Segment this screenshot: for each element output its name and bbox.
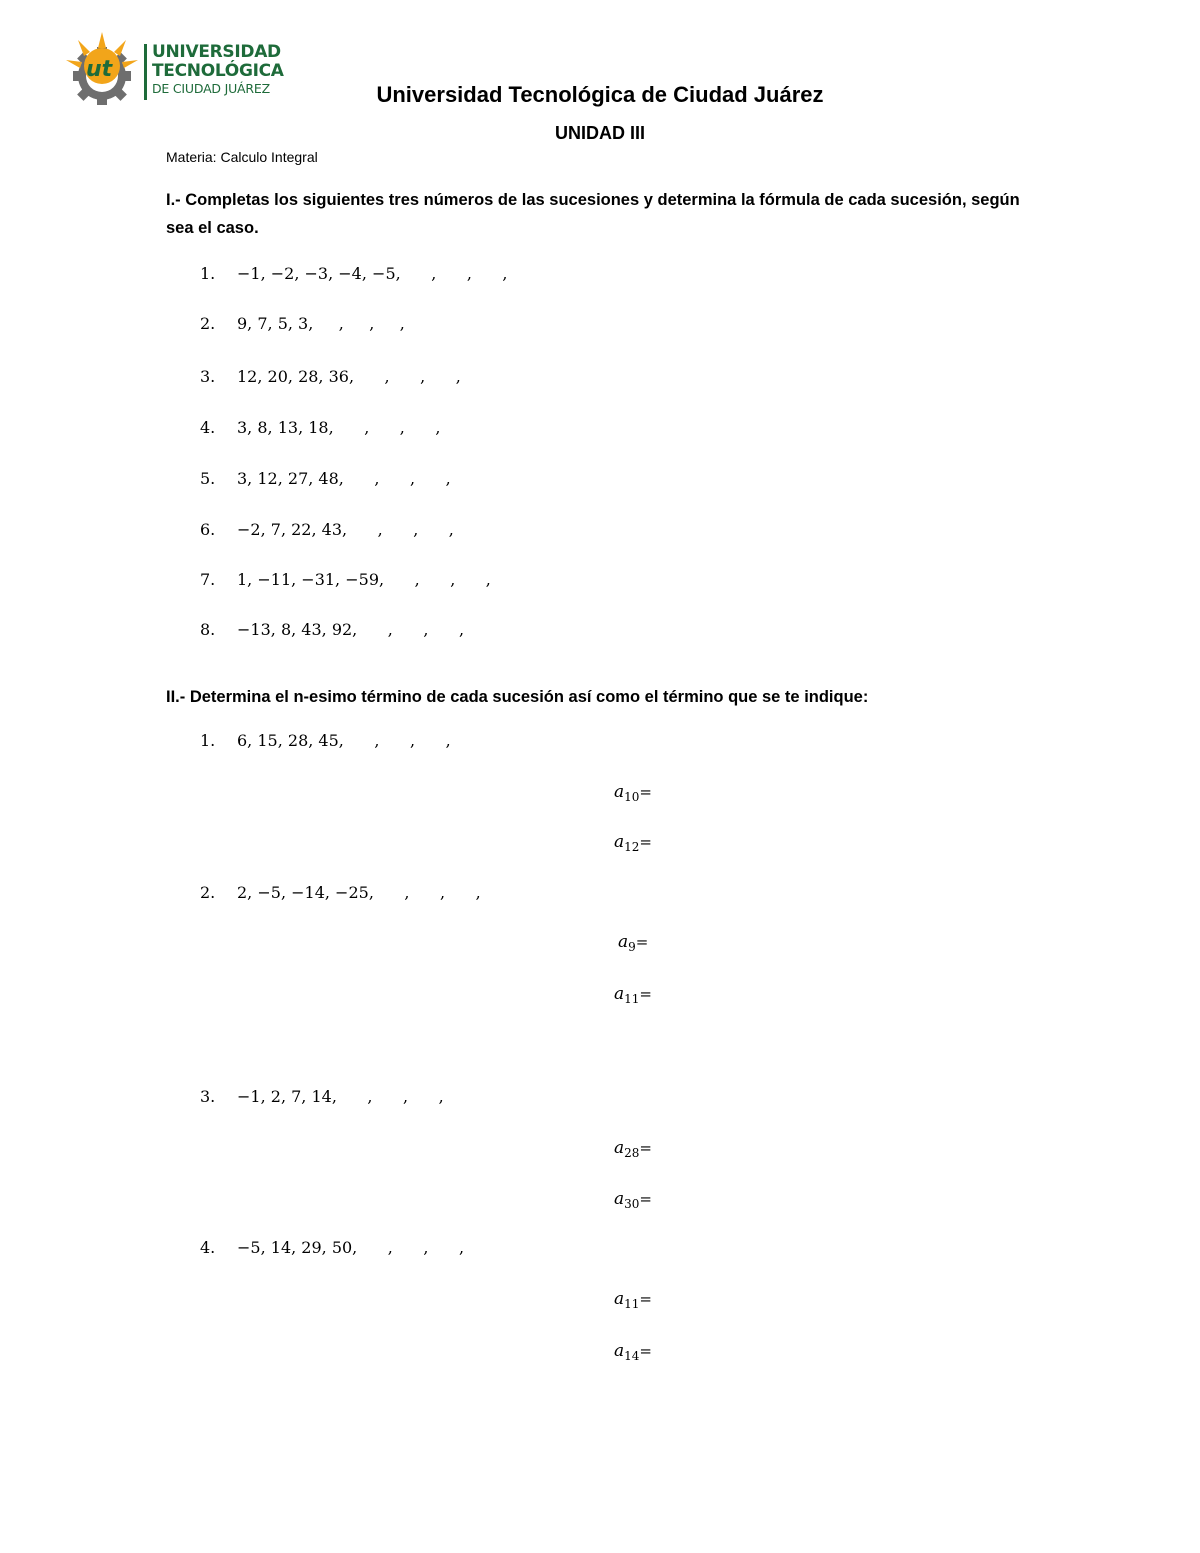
- item-number: 2.: [200, 314, 216, 333]
- term-symbol: a: [618, 932, 629, 952]
- term-symbol: a: [614, 832, 625, 852]
- term-equals: =: [639, 1139, 652, 1157]
- term-symbol: a: [614, 1138, 625, 1158]
- logo-line-3: DE CIUDAD JUÁREZ: [152, 81, 270, 96]
- term-equals: =: [639, 1342, 652, 1360]
- term-index: 14: [624, 1349, 640, 1363]
- sequence-text: −1, 2, 7, 14, , , ,: [237, 1087, 444, 1106]
- sequence-text: 9, 7, 5, 3, , , ,: [237, 314, 405, 333]
- subject-label: Materia: Calculo Integral: [166, 149, 318, 165]
- term-symbol: a: [614, 782, 625, 802]
- term-equals: =: [639, 833, 652, 851]
- requested-term: [614, 782, 652, 802]
- logo-line-1: UNIVERSIDAD: [152, 42, 281, 62]
- term-index: 30: [624, 1197, 640, 1211]
- requested-term: [614, 1341, 652, 1361]
- term-index: 11: [624, 1297, 640, 1311]
- term-symbol: a: [614, 1189, 625, 1209]
- sequence-text: 3, 8, 13, 18, , , ,: [237, 418, 441, 437]
- item-number: 1.: [200, 264, 216, 283]
- sequence-text: 2, −5, −14, −25, , , ,: [237, 883, 481, 902]
- term-symbol: a: [614, 1341, 625, 1361]
- section-1-instruction: I.- Completas los siguientes tres números de las sucesiones y determina la fórmula de cada sucesión, según sea el caso.: [166, 191, 1020, 237]
- requested-term: [614, 1138, 652, 1158]
- requested-term: [614, 984, 652, 1004]
- item-number: 4.: [200, 1238, 216, 1257]
- sequence-text: 6, 15, 28, 45, , , ,: [237, 731, 451, 750]
- item-number: 8.: [200, 620, 216, 639]
- sequence-text: 3, 12, 27, 48, , , ,: [237, 469, 451, 488]
- logo-monogram: ut: [86, 57, 113, 82]
- requested-term: [618, 932, 648, 952]
- term-index: 11: [624, 992, 640, 1006]
- requested-term: [614, 1289, 652, 1309]
- item-number: 3.: [200, 1087, 216, 1106]
- term-equals: =: [639, 1190, 652, 1208]
- item-number: 5.: [200, 469, 216, 488]
- item-number: 2.: [200, 883, 216, 902]
- term-symbol: a: [614, 1289, 625, 1309]
- unit-heading: UNIDAD III: [555, 123, 645, 143]
- term-symbol: a: [614, 984, 625, 1004]
- term-index: 9: [628, 940, 636, 954]
- page-title: Universidad Tecnológica de Ciudad Juárez: [376, 82, 824, 107]
- sequence-text: −5, 14, 29, 50, , , ,: [237, 1238, 465, 1257]
- sequence-text: −2, 7, 22, 43, , , ,: [237, 520, 454, 539]
- item-number: 6.: [200, 520, 216, 539]
- term-equals: =: [639, 783, 652, 801]
- item-number: 3.: [200, 367, 216, 386]
- item-number: 4.: [200, 418, 216, 437]
- term-index: 10: [624, 790, 640, 804]
- sequence-text: 12, 20, 28, 36, , , ,: [237, 367, 461, 386]
- sequence-text: −1, −2, −3, −4, −5, , , ,: [237, 264, 508, 283]
- sequence-text: −13, 8, 43, 92, , , ,: [237, 620, 465, 639]
- term-equals: =: [639, 1290, 652, 1308]
- term-equals: =: [639, 985, 652, 1003]
- item-number: 7.: [200, 570, 216, 589]
- logo-line-2: TECNOLÓGICA: [152, 61, 284, 81]
- requested-term: [614, 832, 652, 852]
- requested-term: [614, 1189, 652, 1209]
- item-number: 1.: [200, 731, 216, 750]
- term-index: 12: [624, 840, 640, 854]
- term-index: 28: [624, 1146, 640, 1160]
- term-equals: =: [635, 933, 649, 951]
- section-2-instruction: II.- Determina el n-esimo término de cada sucesión así como el término que se te indique:: [166, 688, 869, 706]
- sequence-text: 1, −11, −31, −59, , , ,: [237, 570, 491, 589]
